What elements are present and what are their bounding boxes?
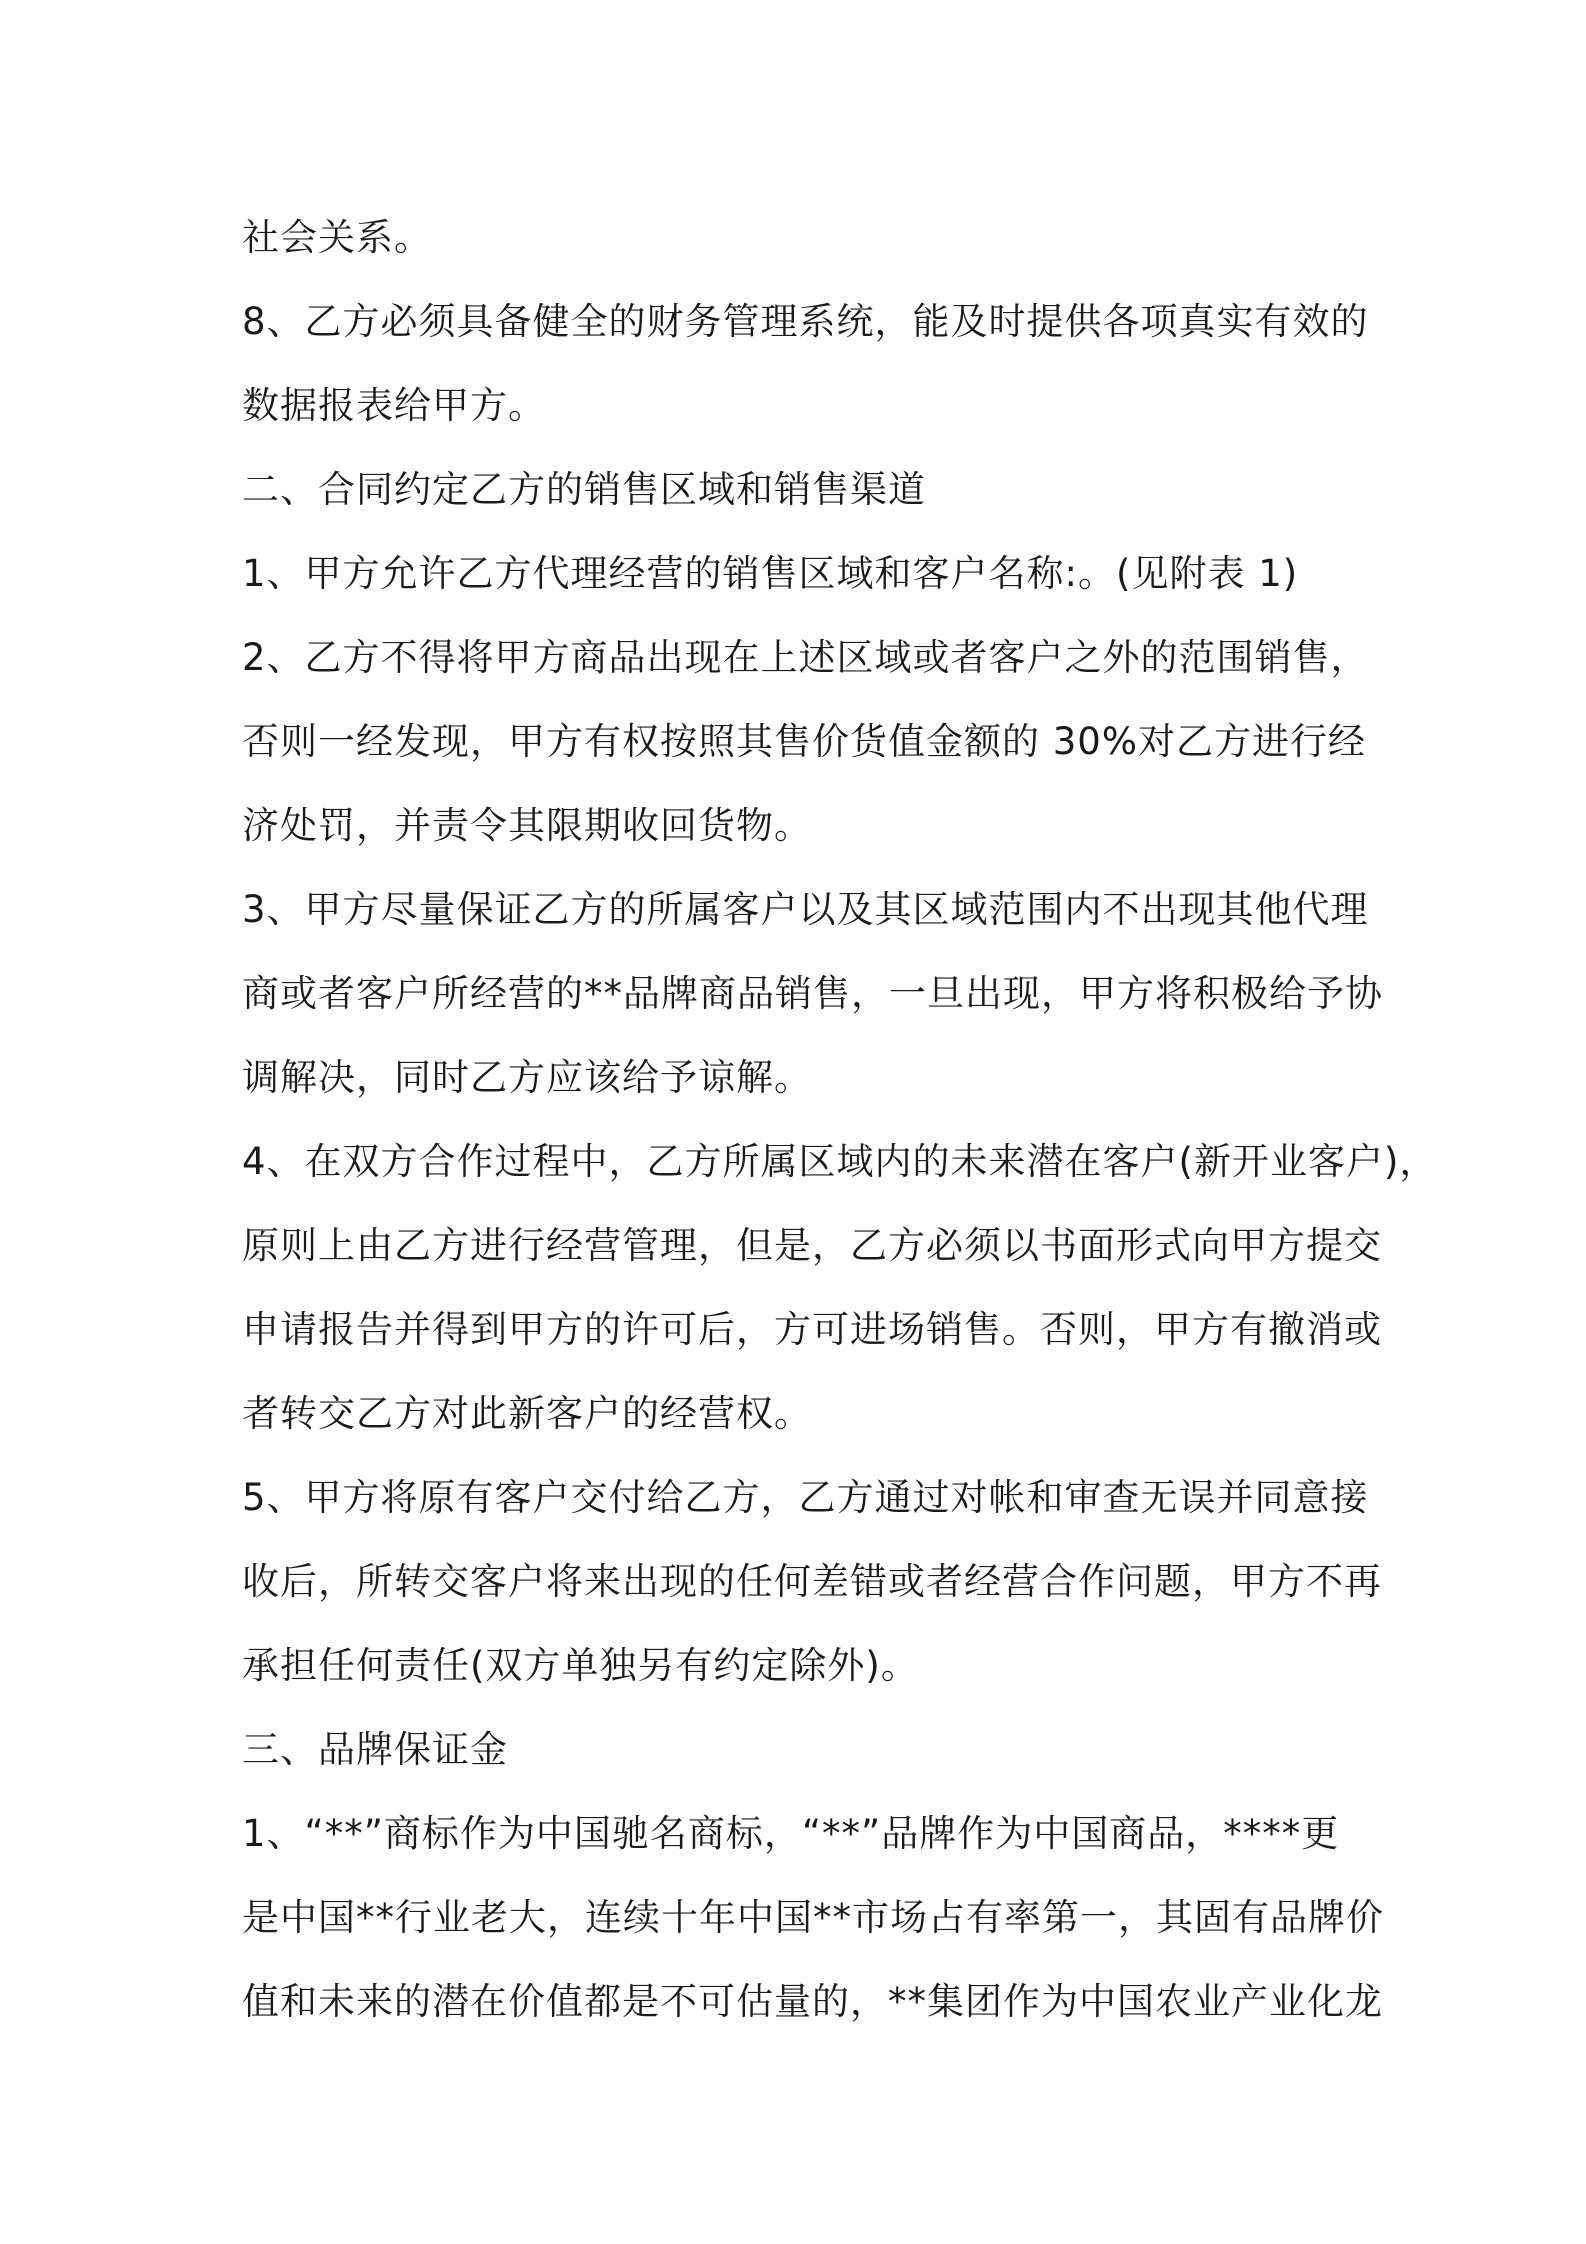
text-line: 5、甲方将原有客户交付给乙方，乙方通过对帐和审查无误并同意接 bbox=[242, 1476, 1369, 1519]
text-line: 申请报告并得到甲方的许可后，方可进场销售。否则，甲方有撤消或 bbox=[242, 1308, 1382, 1351]
text-line: 2、乙方不得将甲方商品出现在上述区域或者客户之外的范围销售， bbox=[242, 636, 1369, 679]
text-line: 3、甲方尽量保证乙方的所属客户以及其区域范围内不出现其他代理 bbox=[242, 888, 1369, 931]
text-line: 社会关系。 bbox=[242, 216, 432, 259]
text-line: 4、在双方合作过程中，乙方所属区域内的未来潜在客户(新开业客户)， bbox=[242, 1140, 1438, 1183]
text-line: 值和未来的潜在价值都是不可估量的，**集团作为中国农业产业化龙 bbox=[242, 1980, 1383, 2023]
section-heading: 二、合同约定乙方的销售区域和销售渠道 bbox=[242, 468, 926, 511]
text-line: 1、甲方允许乙方代理经营的销售区域和客户名称:。(见附表 1) bbox=[242, 552, 1299, 595]
text-line: 调解决，同时乙方应该给予谅解。 bbox=[242, 1056, 812, 1099]
section-heading: 三、品牌保证金 bbox=[242, 1728, 508, 1771]
text-line: 济处罚，并责令其限期收回货物。 bbox=[242, 804, 812, 847]
text-line: 是中国**行业老大，连续十年中国**市场占有率第一，其固有品牌价 bbox=[242, 1896, 1384, 1939]
text-line: 商或者客户所经营的**品牌商品销售，一旦出现，甲方将积极给予协 bbox=[242, 972, 1383, 1015]
text-line: 1、“**”商标作为中国驰名商标，“**”品牌作为中国商品，****更 bbox=[242, 1812, 1340, 1855]
document-body bbox=[242, 196, 1438, 2044]
text-line: 原则上由乙方进行经营管理，但是，乙方必须以书面形式向甲方提交 bbox=[242, 1224, 1382, 1267]
text-line: 者转交乙方对此新客户的经营权。 bbox=[242, 1392, 812, 1435]
text-line: 8、乙方必须具备健全的财务管理系统，能及时提供各项真实有效的 bbox=[242, 300, 1369, 343]
text-line: 承担任何责任(双方单独另有约定除外)。 bbox=[242, 1644, 919, 1687]
text-line: 否则一经发现，甲方有权按照其售价货值金额的 30%对乙方进行经 bbox=[242, 720, 1366, 763]
text-line: 数据报表给甲方。 bbox=[242, 384, 546, 427]
text-line: 收后，所转交客户将来出现的任何差错或者经营合作问题，甲方不再 bbox=[242, 1560, 1382, 1603]
